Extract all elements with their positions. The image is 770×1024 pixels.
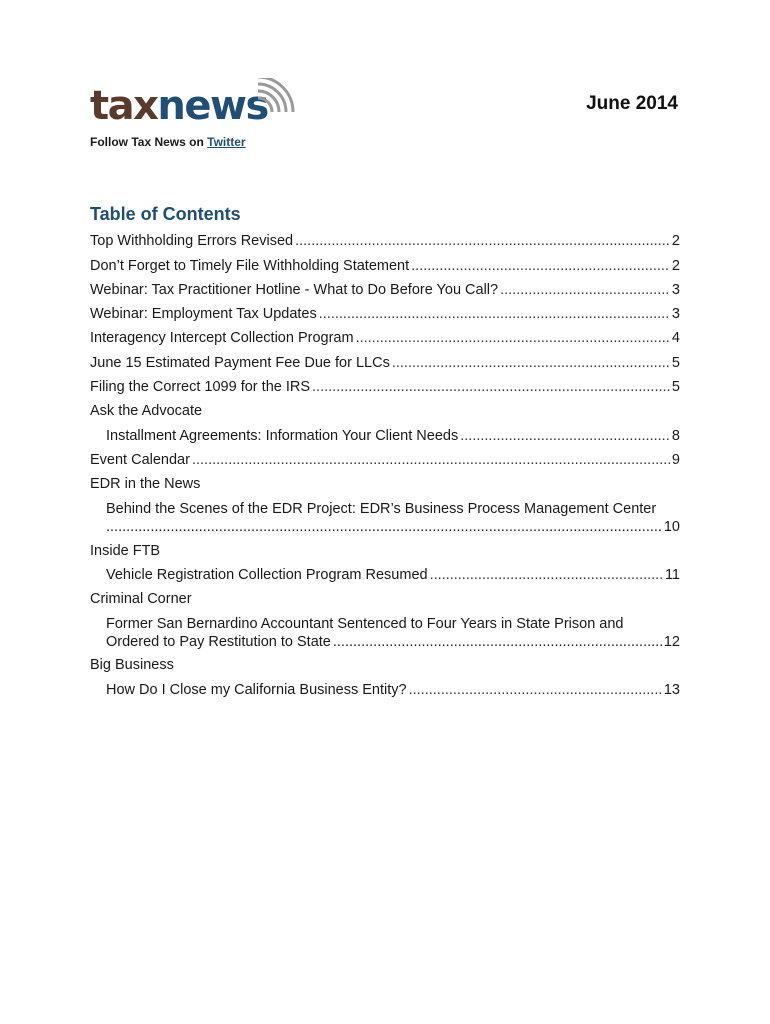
logo-text-news: news	[157, 83, 268, 129]
toc-entry[interactable]	[90, 373, 680, 397]
toc-section-heading[interactable]	[90, 651, 680, 675]
table-of-contents	[90, 227, 680, 700]
toc-page-number: 5	[671, 379, 680, 396]
toc-leader-dots	[106, 518, 662, 536]
toc-leader-dots	[295, 232, 670, 250]
toc-entry-text: Behind the Scenes of the EDR Project: EDR’s Business Process Management Center	[106, 501, 657, 518]
toc-entry-text: Webinar: Tax Practitioner Hotline - What to Do Before You Call?	[90, 281, 499, 298]
toc-page-number: 13	[663, 681, 680, 698]
toc-entry[interactable]	[90, 324, 680, 348]
toc-leader-dots	[319, 305, 670, 323]
toc-entry[interactable]	[90, 446, 680, 470]
toc-leader-dots	[411, 257, 670, 275]
toc-leader-dots	[430, 566, 663, 584]
toc-page-number: 2	[671, 257, 680, 274]
toc-title: Table of Contents	[90, 204, 241, 224]
toc-leader-dots	[460, 427, 670, 445]
toc-entry[interactable]	[90, 675, 680, 699]
toc-section-text: Big Business	[90, 657, 174, 674]
toc-entry-text: How Do I Close my California Business Entity?	[106, 681, 407, 698]
toc-entry-text: Vehicle Registration Collection Program Resumed	[106, 566, 428, 583]
toc-entry-text: Installment Agreements: Information Your Client Needs	[106, 427, 459, 444]
toc-entry-text: Event Calendar	[90, 451, 190, 468]
toc-leader-dots	[500, 281, 670, 299]
toc-section-heading[interactable]	[90, 397, 680, 421]
toc-entry-text: Top Withholding Errors Revised	[90, 233, 294, 250]
toc-section-text: Criminal Corner	[90, 591, 192, 608]
toc-entry-text: Don’t Forget to Timely File Withholding Statement	[90, 257, 410, 274]
toc-entry[interactable]	[90, 227, 680, 251]
toc-page-number: 12	[663, 634, 680, 651]
toc-entry[interactable]	[90, 251, 680, 275]
toc-entry[interactable]	[90, 561, 680, 585]
follow-text: Follow Tax News on	[90, 135, 208, 149]
toc-entry-text-line2: Ordered to Pay Restitution to State	[106, 634, 331, 651]
taxnews-logo	[90, 78, 300, 134]
toc-page-number: 5	[671, 354, 680, 371]
toc-entry-text: Interagency Intercept Collection Program	[90, 330, 354, 347]
twitter-link[interactable]: Twitter	[207, 135, 246, 149]
toc-leader-dots	[356, 329, 670, 347]
toc-section-text: Ask the Advocate	[90, 403, 203, 420]
toc-page-number: 9	[671, 451, 680, 468]
toc-entry-text: Former San Bernardino Accountant Sentenced to Four Years in State Prison and	[106, 616, 624, 633]
toc-leader-dots	[392, 354, 670, 372]
toc-page-number: 8	[671, 427, 680, 444]
toc-section-text: Inside FTB	[90, 542, 161, 559]
toc-entry[interactable]	[90, 609, 680, 651]
toc-entry-continuation	[106, 518, 680, 536]
toc-section-heading[interactable]	[90, 536, 680, 560]
toc-entry[interactable]	[90, 421, 680, 445]
issue-date: June 2014	[586, 93, 678, 114]
toc-entry-text: Webinar: Employment Tax Updates	[90, 306, 317, 323]
toc-leader-dots	[333, 633, 662, 651]
toc-entry[interactable]	[90, 494, 680, 536]
toc-page-number: 2	[671, 233, 680, 250]
toc-entry[interactable]	[90, 300, 680, 324]
toc-entry[interactable]	[90, 276, 680, 300]
toc-entry[interactable]	[90, 348, 680, 372]
toc-page-number: 4	[671, 330, 680, 347]
logo-wordmark	[90, 84, 268, 128]
toc-page-number: 11	[664, 566, 680, 583]
toc-page-number: 10	[663, 519, 680, 536]
toc-page-number: 3	[671, 281, 680, 298]
toc-entry-continuation	[106, 633, 680, 651]
toc-section-heading[interactable]	[90, 470, 680, 494]
logo-text-tax: tax	[90, 83, 158, 129]
toc-leader-dots	[312, 378, 670, 396]
toc-leader-dots	[409, 681, 662, 699]
toc-entry-text: June 15 Estimated Payment Fee Due for LLCs	[90, 354, 390, 371]
toc-section-text: EDR in the News	[90, 476, 201, 493]
follow-line	[90, 135, 246, 149]
toc-entry-text: Filing the Correct 1099 for the IRS	[90, 379, 311, 396]
toc-page-number: 3	[671, 306, 680, 323]
signal-waves-icon	[252, 78, 296, 122]
toc-leader-dots	[192, 451, 670, 469]
toc-section-heading[interactable]	[90, 585, 680, 609]
